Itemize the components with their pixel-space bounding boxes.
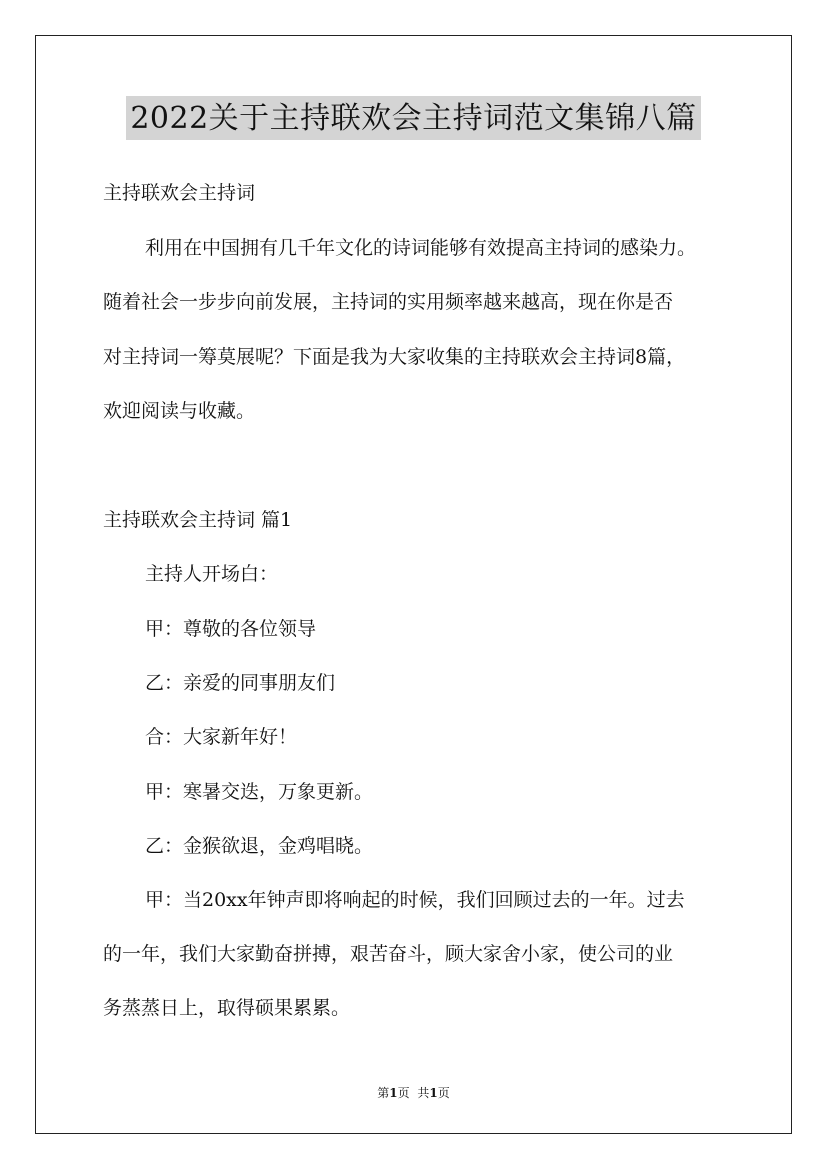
dialogue-line: 甲：尊敬的各位领导: [145, 618, 317, 640]
page-footer: [0, 1084, 827, 1101]
paragraph-line: 主持人开场白：: [145, 563, 279, 585]
dialogue-line: 乙：金猴欲退，金鸡唱晓。: [145, 835, 374, 857]
title-container: [0, 96, 827, 140]
dialogue-line: 乙：亲爱的同事朋友们: [145, 672, 336, 694]
footer-total-prefix: 共: [417, 1086, 430, 1100]
dialogue-line: 甲：寒暑交迭，万象更新。: [145, 781, 374, 803]
paragraph-line: 务蒸蒸日上，取得硕果累累。: [103, 997, 351, 1019]
paragraph-line: 的一年，我们大家勤奋拼搏，艰苦奋斗，顾大家舍小家，使公司的业: [103, 943, 674, 965]
footer-page-prefix: 第: [377, 1086, 390, 1100]
document-title: 2022关于主持联欢会主持词范文集锦八篇: [126, 96, 700, 140]
footer-page-suffix: 页: [397, 1086, 410, 1100]
footer-page-number: 1: [389, 1086, 398, 1100]
paragraph-line: 欢迎阅读与收藏。: [103, 400, 256, 422]
section-heading: 主持联欢会主持词: [103, 182, 256, 204]
paragraph-line: 利用在中国拥有几千年文化的诗词能够有效提高主持词的感染力。: [145, 237, 697, 259]
footer-total-pages: 1: [429, 1086, 438, 1100]
paragraph-line: 随着社会一步步向前发展，主持词的实用频率越来越高，现在你是否: [103, 291, 674, 313]
footer-total-suffix: 页: [437, 1086, 450, 1100]
section-heading: 主持联欢会主持词 篇1: [103, 509, 293, 531]
paragraph-line: 对主持词一筹莫展呢？下面是我为大家收集的主持联欢会主持词8篇，: [103, 346, 686, 368]
dialogue-line: 甲：当20xx年钟声即将响起的时候，我们回顾过去的一年。过去: [145, 889, 685, 911]
dialogue-line: 合：大家新年好！: [145, 726, 298, 748]
